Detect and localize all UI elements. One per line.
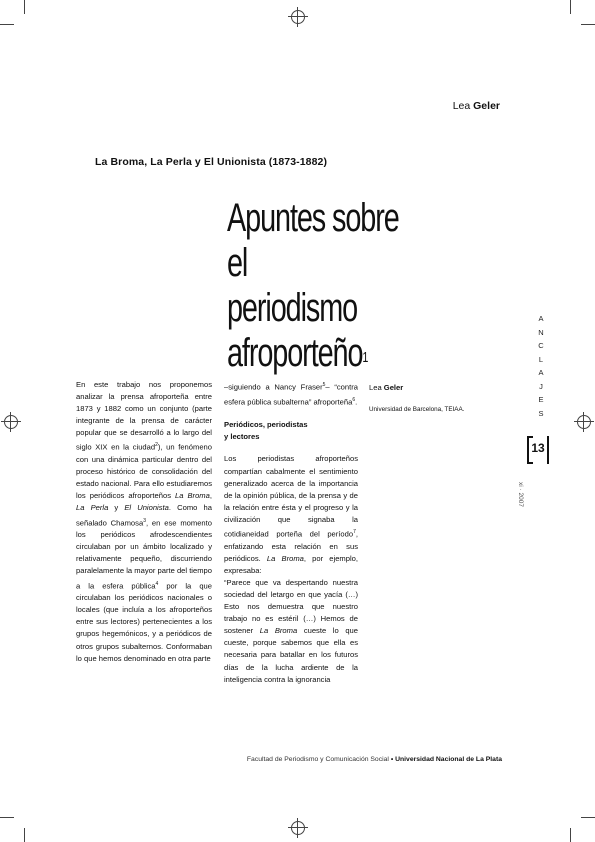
- article-title: [227, 196, 407, 376]
- text: –siguiendo a Nancy Fraser: [224, 382, 323, 392]
- text: y: [114, 503, 119, 513]
- footer-university: Universidad Nacional de La Plata: [395, 756, 502, 763]
- journal-letter: A: [538, 314, 544, 323]
- text: por la que circulaban los periódicos nacionales o locales (que incluía a los afroporteños entre sus lectores) pertenecientes a los grupos hegemónicos, y a periódicos de otros grupos subalternos. Conformaban lo que hemos denominado en otra parte: [76, 581, 212, 663]
- page-footer: [230, 756, 502, 763]
- journal-letter: N: [538, 327, 544, 337]
- title-line: Apuntes sobre el: [227, 196, 399, 285]
- footnote-ref[interactable]: 4: [155, 580, 159, 587]
- paragraph: [224, 453, 358, 576]
- registration-mark-icon: [291, 821, 305, 835]
- side-author: [369, 383, 403, 392]
- crop-mark: [0, 817, 14, 818]
- text: . Como ha señalado Chamosa: [76, 503, 212, 528]
- text: , enfatizando esta relación en sus periódicos.: [224, 529, 358, 563]
- periodical-name: La Broma: [266, 553, 304, 563]
- footnote-ref[interactable]: 7: [353, 529, 356, 535]
- header-author-last: Geler: [473, 100, 500, 112]
- text: En este trabajo nos proponemos analizar la prensa afroporteña entre 1873 y 1882 como un conjunto (parte integrante de la prensa de carácter popular que se desarrolló a lo largo del siglo XIX en la ciudad: [76, 380, 212, 452]
- journal-letter: C: [538, 341, 544, 350]
- text: , en ese momento los periódicos afrodescendientes circulaban por un ámbito localizado y relativamente pequeño, discurriendo paralelamente la mayor parte del tiempo a la esfera pública: [76, 518, 212, 591]
- journal-letter: E: [538, 395, 544, 404]
- text: , por ejemplo, expresaba:: [224, 553, 358, 575]
- text: ,: [209, 491, 212, 501]
- footer-separator: •: [390, 756, 394, 763]
- footer-faculty: Facultad de Periodismo y Comunicación Social: [246, 756, 389, 763]
- crop-mark: [570, 828, 571, 842]
- journal-letter: L: [538, 354, 544, 364]
- periodical-name: La Perla: [76, 503, 109, 513]
- footnote-ref[interactable]: 6: [352, 396, 356, 403]
- journal-letter: J: [539, 381, 543, 391]
- volume-year: xi · 2007: [517, 482, 524, 507]
- crop-mark: [581, 24, 595, 25]
- journal-name-vertical: [537, 312, 545, 420]
- journal-letter: A: [538, 368, 544, 377]
- side-author-last: Geler: [383, 383, 404, 392]
- title-line: afroporteño: [227, 331, 363, 375]
- paragraph: [76, 379, 212, 665]
- registration-mark-icon: [291, 10, 305, 24]
- section-heading: [224, 419, 358, 443]
- page-number: 13: [531, 441, 545, 455]
- header-author-first: Lea: [452, 100, 471, 112]
- heading-line: y lectores: [224, 432, 260, 442]
- text: – “contra esfera pública subalterna” afroporteña: [224, 382, 358, 407]
- heading-line: Periódicos, periodistas: [224, 420, 308, 430]
- title-footnote-ref[interactable]: 1: [362, 349, 368, 366]
- header-author: [420, 100, 500, 112]
- title-line: periodismo: [227, 286, 358, 330]
- text: cueste lo que cueste, porque sabemos que ella es necesaria para batallar en los futuros días de la lucha ardiente de la inteligencia contra la ignorancia: [224, 626, 358, 684]
- registration-mark-icon: [4, 415, 18, 429]
- crop-mark: [24, 828, 25, 842]
- footnote-ref[interactable]: 3: [143, 517, 146, 524]
- registration-mark-icon: [577, 415, 591, 429]
- periodical-name: La Broma: [259, 626, 298, 636]
- crop-mark: [0, 24, 14, 25]
- quote-paragraph: [224, 577, 358, 686]
- side-author-first: Lea: [369, 383, 382, 392]
- periodical-name: El Unionista: [124, 503, 169, 513]
- crop-mark: [581, 817, 595, 818]
- crop-mark: [570, 0, 571, 14]
- paragraph: [224, 379, 358, 408]
- text: ), un fenómeno con una dinámica particular dentro del proceso histórico de consolidación del estado nacional. Para ello estudiaremos los periódicos afroporteños: [76, 443, 212, 501]
- periodical-name: La Broma: [175, 491, 210, 501]
- body-column-1: [76, 379, 212, 665]
- text: .: [355, 397, 358, 407]
- text: “Parece que va despertando nuestra sociedad del letargo en que yacía (…) Esto nos demuestra que nuestro trabajo no es estéril (…) Hemos de sostener: [224, 577, 358, 636]
- article-subtitle: La Broma, La Perla y El Unionista (1873-1882): [95, 156, 328, 168]
- author-affiliation: Universidad de Barcelona, TEIAA.: [369, 406, 465, 413]
- crop-mark: [24, 0, 25, 14]
- footnote-ref[interactable]: 5: [322, 382, 326, 388]
- body-column-2: [224, 379, 358, 686]
- journal-letter: S: [538, 408, 544, 418]
- text: Los periodistas afroporteños compartían cabalmente el sentimiento generalizado acerca de la importancia de la opinión pública, de la prensa y de la relación entre ésta y el progreso y la civilización que signaba la cotidianeidad porteña del período: [224, 454, 358, 539]
- footnote-ref[interactable]: 2: [155, 442, 158, 449]
